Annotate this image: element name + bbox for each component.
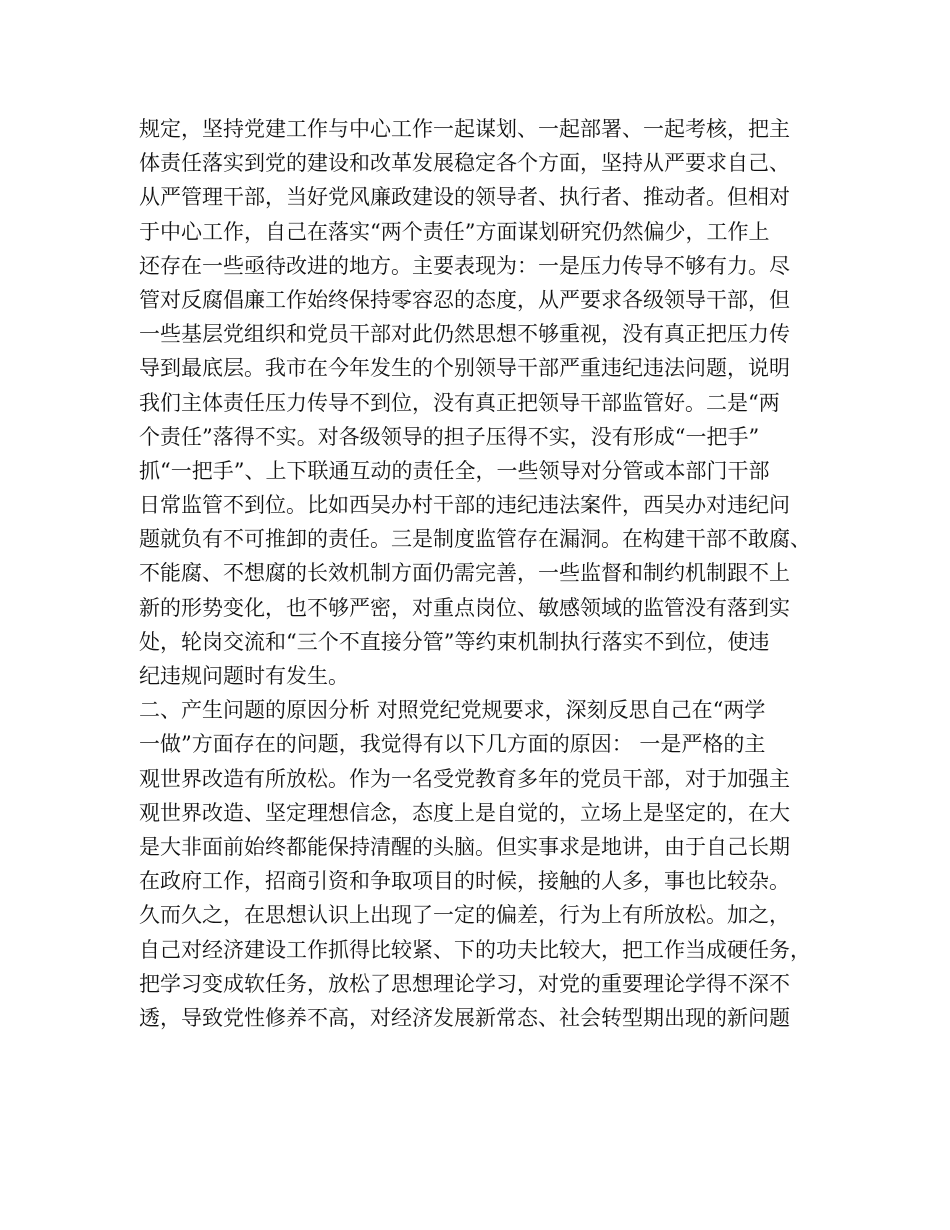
text-line: 体责任落实到党的建设和改革发展稳定各个方面，坚持从严要求自己、 (139, 151, 790, 176)
text-line: 透，导致党性修养不高，对经济发展新常态、社会转型期出现的新问题 (139, 1005, 790, 1030)
text-line: 是大非面前始终都能保持清醒的头脑。但实事求是地讲，由于自己长期 (139, 834, 790, 859)
text-line: 观世界改造、坚定理想信念，态度上是自觉的，立场上是坚定的，在大 (139, 800, 790, 825)
text-line: 把学习变成软任务，放松了思想理论学习，对党的重要理论学得不深不 (139, 971, 790, 996)
section-heading-line: 二、产生问题的原因分析 对照党纪党规要求，深刻反思自己在“两学 (139, 698, 766, 723)
text-line: 观世界改造有所放松。作为一名受党教育多年的党员干部，对于加强主 (139, 766, 790, 791)
text-line: 纪违规问题时有发生。 (139, 664, 349, 688)
text-line: 导到最底层。我市在今年发生的个别领导干部严重违纪违法问题，说明 (139, 356, 790, 381)
text-line: 自己对经济建设工作抓得比较紧、下的功夫比较大，把工作当成硬任务， (139, 937, 811, 962)
text-line: 处，轮岗交流和“三个不直接分管”等约束机制执行落实不到位，使违 (139, 629, 770, 654)
text-line: 不能腐、不想腐的长效机制方面仍需完善，一些监督和制约机制跟不上 (139, 561, 790, 586)
text-line: 新的形势变化，也不够严密，对重点岗位、敏感领域的监管没有落到实 (139, 595, 790, 620)
text-line: 题就负有不可推卸的责任。三是制度监管存在漏洞。在构建干部不敢腐、 (139, 527, 811, 552)
text-line: 从严管理干部，当好党风廉政建设的领导者、执行者、推动者。但相对 (139, 185, 790, 210)
text-line: 我们主体责任压力传导不到位，没有真正把领导干部监管好。二是“两 (139, 390, 780, 415)
text-line: 于中心工作，自己在落实“两个责任”方面谋划研究仍然偏少，工作上 (139, 219, 770, 244)
text-line: 一做”方面存在的问题，我觉得有以下几方面的原因： 一是严格的主 (139, 732, 766, 757)
text-line: 抓“一把手”、上下联通互动的责任全，一些领导对分管或本部门干部 (139, 458, 770, 483)
text-line: 个责任”落得不实。对各级领导的担子压得不实，没有形成“一把手” (139, 424, 760, 449)
text-line: 在政府工作，招商引资和争取项目的时候，接触的人多，事也比较杂。 (139, 869, 790, 894)
text-line: 久而久之，在思想认识上出现了一定的偏差，行为上有所放松。加之， (139, 903, 790, 928)
text-line: 还存在一些亟待改进的地方。主要表现为：一是压力传导不够有力。尽 (139, 253, 790, 278)
text-line: 日常监管不到位。比如西吴办村干部的违纪违法案件，西吴办对违纪问 (139, 493, 790, 518)
text-line: 规定，坚持党建工作与中心工作一起谋划、一起部署、一起考核，把主 (139, 117, 790, 141)
text-line: 管对反腐倡廉工作始终保持零容忍的态度，从严要求各级领导干部，但 (139, 287, 790, 312)
body-text (139, 112, 829, 1035)
text-line: 一些基层党组织和党员干部对此仍然思想不够重视，没有真正把压力传 (139, 322, 790, 347)
